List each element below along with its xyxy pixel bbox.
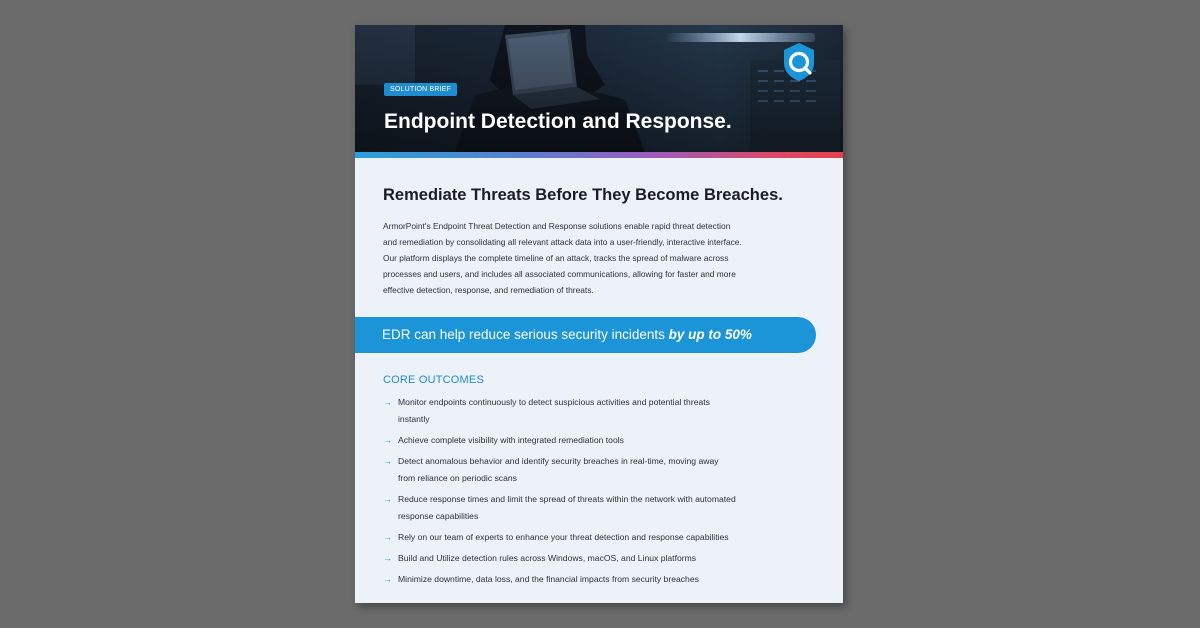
list-item xyxy=(383,529,813,546)
arrow-right-icon: → xyxy=(383,397,392,407)
list-item xyxy=(383,491,813,525)
hero-header xyxy=(355,25,843,152)
outcome-text: Minimize downtime, data loss, and the financial impacts from security breaches xyxy=(398,574,699,584)
intro-line: processes and users, and includes all associated communications, allowing for faster and more xyxy=(383,269,736,279)
outcome-text: Reduce response times and limit the spread of threats within the network with automated response capabilities xyxy=(398,494,736,521)
list-item xyxy=(383,394,813,428)
outcome-text: Achieve complete visibility with integrated remediation tools xyxy=(398,435,624,445)
intro-line: effective detection, response, and remediation of threats. xyxy=(383,285,594,295)
intro-line: Our platform displays the complete timeline of an attack, tracks the spread of malware across xyxy=(383,253,729,263)
list-item xyxy=(383,453,813,487)
arrow-right-icon: → xyxy=(383,456,392,466)
intro-paragraph xyxy=(383,218,803,298)
arrow-right-icon: → xyxy=(383,553,392,563)
outcome-text: Detect anomalous behavior and identify security breaches in real-time, moving away from reliance on periodic scans xyxy=(398,456,719,483)
list-item xyxy=(383,571,813,588)
arrow-right-icon: → xyxy=(383,532,392,542)
solution-brief-badge: SOLUTION BRIEF xyxy=(384,83,457,96)
banner-text: EDR can help reduce serious security incidents xyxy=(382,327,669,342)
list-item xyxy=(383,550,813,567)
solution-brief-document xyxy=(355,25,843,603)
intro-line: and remediation by consolidating all relevant attack data into a user-friendly, interactive interface. xyxy=(383,237,742,247)
headline: Remediate Threats Before They Become Breaches. xyxy=(383,186,783,204)
document-title: Endpoint Detection and Response. xyxy=(384,110,732,133)
core-outcomes-list xyxy=(383,394,813,592)
shield-logo-icon xyxy=(781,42,817,87)
outcome-text: Build and Utilize detection rules across Windows, macOS, and Linux platforms xyxy=(398,553,697,563)
arrow-right-icon: → xyxy=(383,574,392,584)
outcome-text: Monitor endpoints continuously to detect suspicious activities and potential threats instantly xyxy=(398,397,710,424)
list-item xyxy=(383,432,813,449)
arrow-right-icon: → xyxy=(383,435,392,445)
core-outcomes-title: CORE OUTCOMES xyxy=(383,374,484,386)
banner-emphasis: by up to 50% xyxy=(668,327,752,342)
arrow-right-icon: → xyxy=(383,494,392,504)
statistic-banner xyxy=(355,317,816,353)
intro-line: ArmorPoint's Endpoint Threat Detection and Response solutions enable rapid threat detection xyxy=(383,221,731,231)
outcome-text: Rely on our team of experts to enhance your threat detection and response capabilities xyxy=(398,532,729,542)
gradient-divider xyxy=(355,152,843,158)
